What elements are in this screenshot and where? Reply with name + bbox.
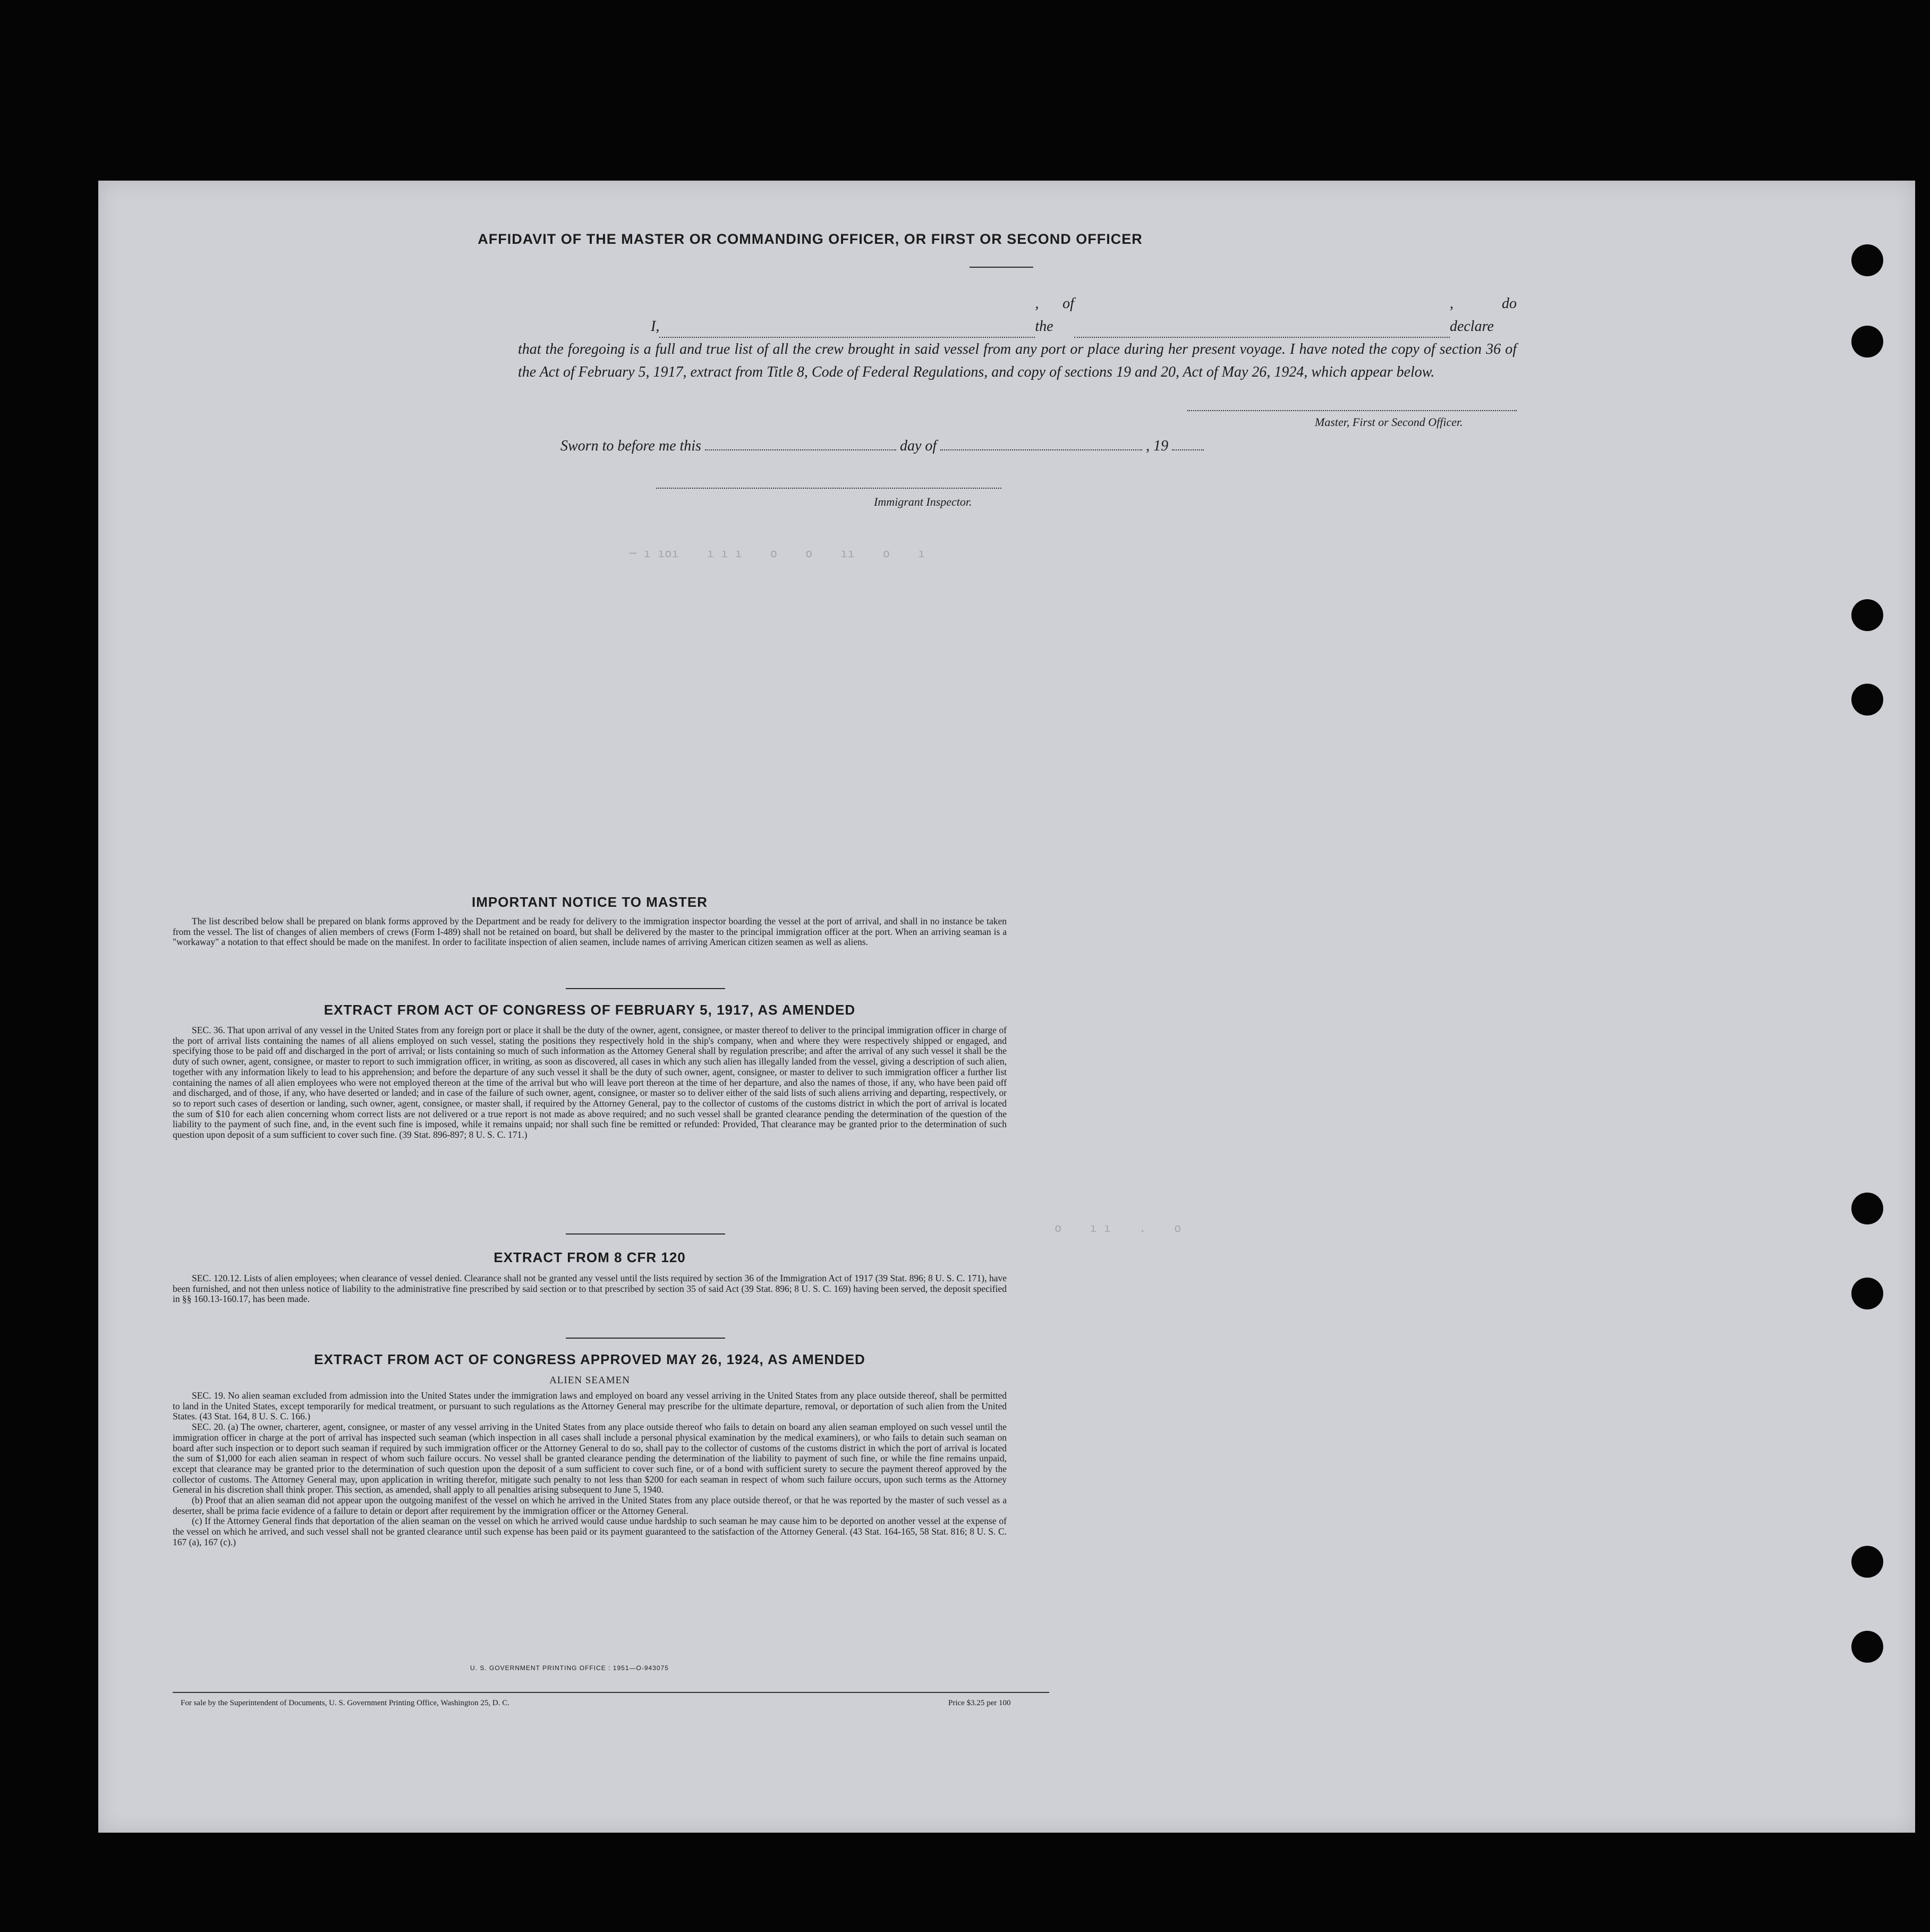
bleed-through-marks: ─ ı ıoı ı ı ı o o ıı o ı <box>630 547 925 560</box>
section-rule-1 <box>566 988 725 989</box>
declaration-first-line <box>518 292 1517 338</box>
master-signature-line[interactable] <box>1187 410 1517 411</box>
sworn-prefix: Sworn to before me this <box>560 438 701 454</box>
sworn-line <box>560 436 1204 455</box>
inspector-signature-line[interactable] <box>656 488 1001 489</box>
punch-hole <box>1851 1631 1883 1663</box>
inspector-caption: Immigrant Inspector. <box>874 495 972 508</box>
cfr-heading: EXTRACT FROM 8 CFR 120 <box>494 1249 686 1265</box>
i-label: I, <box>651 318 660 335</box>
form-page <box>98 181 1915 1833</box>
title-rule <box>970 267 1033 268</box>
affidavit-title: AFFIDAVIT OF THE MASTER OR COMMANDING OFFICER, OR FIRST OR SECOND OFFICER <box>478 231 1143 247</box>
section-rule-3 <box>566 1338 725 1339</box>
sworn-day-field[interactable] <box>705 436 896 450</box>
punch-hole <box>1851 1278 1883 1309</box>
extract-1924-text <box>173 1391 1007 1548</box>
year-prefix: , 19 <box>1146 438 1169 454</box>
declarant-name-field[interactable] <box>659 323 1035 338</box>
bleed-through-marks-2: o ı ı . o <box>1055 1222 1181 1235</box>
footer-rule <box>173 1692 1049 1693</box>
punch-hole <box>1851 1546 1883 1578</box>
sec-19-paragraph: SEC. 19. No alien seaman excluded from admission into the United States under the immigration laws and employed on board any vessel arriving in the United States from any place outside thereof, shall be permitted to land in the United States, except temporarily for medical treatment, or pursuant to such regulations as the Attorney General may prescribe for the ultimate departure, removal, or deportation of such alien from the United States. (43 Stat. 164, 8 U. S. C. 166.) <box>173 1390 1007 1422</box>
sec-20a-paragraph: SEC. 20. (a) The owner, charterer, agent, consignee, or master of any vessel arriving in the United States from any place outside thereof who fails to detain on board any alien seaman employed on such vessel until the immigration officer in charge at the port of arrival has inspected such seaman (which inspection in all cases shall include a personal physical examination by the medical examiners), or who fails to detain such seaman on board after such inspection or to deport such seaman if required by such immigration officer or the Attorney General to do so, shall pay to the collector of customs of the customs district in which the port of arrival is located the sum of $1,000 for each alien seaman in respect of whom such failure occurs. No vessel shall be granted clearance pending the determination of the liability to payment of such fine, or while the fine remains unpaid, except that clearance may be granted prior to the determination of such question upon the deposit of a sum sufficient to cover such fine, or of a bond with sufficient surety to secure the payment thereof approved by the collector of customs. The Attorney General may, upon application in writing therefor, mitigate such penalty to not less than $200 for each seaman in respect of whom such failure occurs, upon such terms as the Attorney General in his discretion shall think proper. This section, as amended, shall apply to all penalties arising subsequent to June 5, 1940. <box>173 1422 1007 1495</box>
section-rule-2 <box>566 1233 725 1235</box>
sec-36-paragraph: SEC. 36. That upon arrival of any vessel in the United States from any foreign port or place it shall be the duty of the owner, agent, consignee, or master thereof to deliver to the principal immigration officer in charge of the port of arrival lists containing the names of all aliens employed on such vessel, stating the positions they respectively hold in the ship's company, when and where they were respectively shipped or engaged, and specifying those to be paid off and discharged in the port of arrival; or lists containing so much of such information as the Attorney General shall by regulation prescribe; and after the arrival of any such vessel it shall be the duty of such owner, agent, consignee, or master to report to such immigration officer, in writing, as soon as discovered, all cases in which any such alien has illegally landed from the vessel, giving a description of such alien, together with any information likely to lead to his apprehension; and before the departure of any such vessel it shall be the duty of such owner, agent, consignee, or master to deliver to such immigration officer a further list containing the names of all alien employees who were not employed thereon at the time of the arrival but who will leave port thereon at the time of her departure, and also the names of those, if any, who have been paid off and discharged, and of those, if any, who have deserted or landed; and in case of the failure of such owner, agent, consignee, or master so to deliver either of the said lists of such aliens arriving and departing, respectively, or so to report such cases of desertion or landing, such owner, agent, consignee, or master shall, if required by the Attorney General, pay to the collector of customs of the customs district in which the port of arrival is located the sum of $10 for each alien concerning whom correct lists are not delivered or a true report is not made as above required; and no such vessel shall be granted clearance pending the determination of the question of the liability to the payment of such fine, and, in the event such fine is imposed, while it remains unpaid; nor shall such fine be remitted or refunded: Provided, That clearance may be granted prior to the determination of such question upon deposit of a sum sufficient to cover such fine. (39 Stat. 896-897; 8 U. S. C. 171.) <box>173 1025 1007 1141</box>
gpo-imprint: U. S. GOVERNMENT PRINTING OFFICE : 1951—O-943075 <box>470 1664 669 1672</box>
punch-hole <box>1851 1193 1883 1224</box>
of-the-label: , of the <box>1035 295 1074 335</box>
notice-paragraph: The list described below shall be prepared on blank forms approved by the Department and be ready for delivery to the immigration inspector boarding the vessel at the port of arrival, and shall in no instance be taken from the vessel. The list of changes of alien members of crews (Form I-489) shall not be retained on board, but shall be delivered by the master to the principal immigration officer at the port. When an arriving seaman is a "workaway" a notation to that effect should be made on the manifest. In order to facilitate inspection of alien seamen, include names of arriving American citizen seamen as well as aliens. <box>173 916 1007 948</box>
vessel-name-field[interactable] <box>1074 323 1450 338</box>
notice-heading: IMPORTANT NOTICE TO MASTER <box>472 894 708 910</box>
declaration-body: that the foregoing is a full and true list of all the crew brought in said vessel from any port or place during her present voyage. I have noted the copy of section 36 of the Act of February 5, 1917, extract from Title 8, Code of Federal Regulations, and copy of sections 19 and 20, Act of May 26, 1924, which appear below. <box>518 341 1517 380</box>
day-of-label: day of <box>899 438 937 454</box>
master-signature-caption: Master, First or Second Officer. <box>1315 415 1463 429</box>
punch-hole <box>1851 244 1883 276</box>
alien-seamen-subheading: ALIEN SEAMEN <box>549 1375 630 1386</box>
sec-20b-paragraph: (b) Proof that an alien seaman did not appear upon the outgoing manifest of the vessel on which he arrived in the United States from any place outside thereof, or that he was reported by the master of such vessel as a deserter, shall be prima facie evidence of a failure to detain or deport after requirement by the immigration officer or the Attorney General. <box>173 1495 1007 1516</box>
do-declare-label: , do declare <box>1449 295 1517 335</box>
price-notice: Price $3.25 per 100 <box>948 1699 1011 1707</box>
sec-120-12-paragraph: SEC. 120.12. Lists of alien employees; when clearance of vessel denied. Clearance shall not be granted any vessel until the lists required by section 36 of the Immigration Act of 1917 (39 Stat. 896; 8 U. S. C. 171), have been furnished, and not then unless notice of liability to the administrative fine prescribed by said section or to that prescribed by section 35 of said Act (39 Stat. 896; 8 U. S. C. 169) having been served, the deposit specified in §§ 160.13-160.17, has been made. <box>173 1273 1007 1305</box>
notice-text <box>173 916 1007 948</box>
extract-1917-text <box>173 1025 1007 1141</box>
extract-1924-heading: EXTRACT FROM ACT OF CONGRESS APPROVED MAY 26, 1924, AS AMENDED <box>314 1351 865 1367</box>
punch-hole <box>1851 599 1883 631</box>
punch-hole <box>1851 326 1883 358</box>
sworn-month-field[interactable] <box>940 436 1142 450</box>
extract-1917-heading: EXTRACT FROM ACT OF CONGRESS OF FEBRUARY 5, 1917, AS AMENDED <box>324 1002 856 1018</box>
sworn-year-field[interactable] <box>1172 436 1204 450</box>
sec-20c-paragraph: (c) If the Attorney General finds that deportation of the alien seaman on the vessel on which he arrived would cause undue hardship to such seaman he may cause him to be deported on another vessel at the expense of the vessel on which he arrived, and such vessel shall not be granted clearance until such expense has been paid or its payment guaranteed to the satisfaction of the Attorney General. (43 Stat. 164-165, 58 Stat. 816; 8 U. S. C. 167 (a), 167 (c).) <box>173 1516 1007 1547</box>
punch-hole <box>1851 684 1883 716</box>
affidavit-declaration <box>518 292 1517 384</box>
cfr-text <box>173 1273 1007 1305</box>
sale-notice: For sale by the Superintendent of Documents, U. S. Government Printing Office, Washington 25, D. C. <box>181 1699 509 1707</box>
